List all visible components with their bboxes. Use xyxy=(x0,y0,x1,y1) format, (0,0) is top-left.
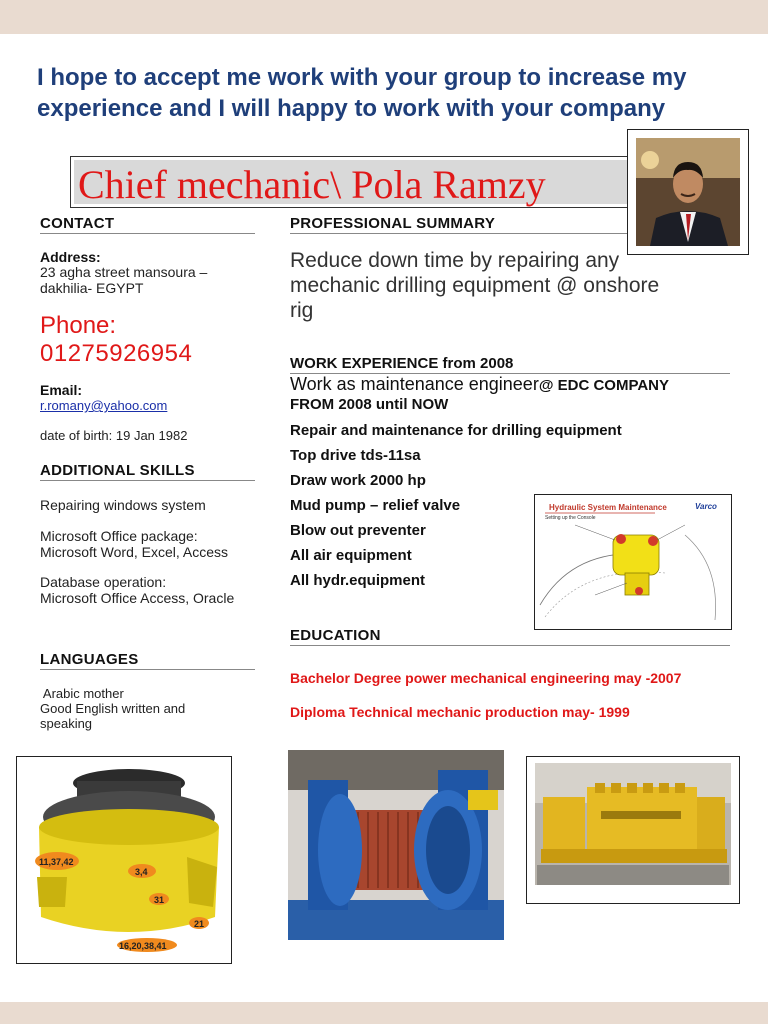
address-line-1: 23 agha street mansoura – xyxy=(40,264,208,280)
skill-db-title: Database operation: xyxy=(40,574,167,590)
work-item: All air equipment xyxy=(290,547,412,564)
drawworks-photo xyxy=(288,750,504,940)
work-item: All hydr.equipment xyxy=(290,572,426,589)
education-bachelor: Bachelor Degree power mechanical engineering may -2007 xyxy=(290,670,682,686)
work-item: Draw work 2000 hp xyxy=(290,472,426,489)
work-item: Repair and maintenance for drilling equipment xyxy=(290,422,622,439)
gear-label: 11,37,42 xyxy=(39,857,74,867)
gearbox-photo xyxy=(16,756,232,964)
title-banner xyxy=(70,156,632,208)
address-label: Address: xyxy=(40,249,101,265)
contact-heading: CONTACT xyxy=(40,215,115,232)
language-arabic: Arabic mother xyxy=(40,686,124,701)
work-item: Blow out preventer xyxy=(290,522,426,539)
language-english: Good English written and xyxy=(40,701,186,716)
work-item: Mud pump – relief valve xyxy=(290,497,461,514)
diagram-title: Hydraulic System Maintenance xyxy=(549,503,667,512)
intro-statement: I hope to accept me work with your group to increase my experience and I will happy to work with your company xyxy=(37,64,687,122)
skill-office-list: Microsoft Word, Excel, Access xyxy=(40,544,229,560)
work-heading: WORK EXPERIENCE from 2008 xyxy=(290,355,514,372)
hydraulic-diagram xyxy=(534,494,732,630)
summary-line-1: Reduce down time by repairing any xyxy=(290,249,620,272)
diagram-brand: Varco xyxy=(695,502,717,511)
languages-heading: LANGUAGES xyxy=(40,651,139,668)
work-item: Top drive tds-11sa xyxy=(290,447,421,464)
education-divider xyxy=(290,645,730,646)
skill-office-title: Microsoft Office package: xyxy=(40,528,198,544)
email-label: Email: xyxy=(40,382,83,398)
work-role xyxy=(290,374,669,395)
summary-line-2: mechanic drilling equipment @ onshore xyxy=(290,274,660,297)
language-english-cont: speaking xyxy=(40,716,93,731)
education-heading: EDUCATION xyxy=(290,627,381,644)
skills-divider xyxy=(40,480,255,481)
email-link[interactable]: r.romany@yahoo.com xyxy=(40,398,168,413)
education-diploma: Diploma Technical mechanic production may- 1999 xyxy=(290,704,630,720)
gear-label: 21 xyxy=(194,919,205,929)
gear-label: 31 xyxy=(154,895,165,905)
profile-photo xyxy=(627,129,749,255)
summary-heading: PROFESSIONAL SUMMARY xyxy=(290,215,496,232)
work-role-title: Work as maintenance engineer xyxy=(290,374,539,394)
skills-heading: ADDITIONAL SKILLS xyxy=(40,462,195,479)
summary-divider xyxy=(290,233,627,234)
summary-line-3: rig xyxy=(290,299,314,322)
work-period: FROM 2008 until NOW xyxy=(290,396,449,413)
resume-page xyxy=(0,34,768,1002)
gear-label: 16,20,38,41 xyxy=(119,941,167,951)
phone-label: Phone: xyxy=(40,312,117,339)
page-title: Chief mechanic\ Pola Ramzy xyxy=(78,162,546,207)
phone-number: 01275926954 xyxy=(40,340,193,367)
languages-divider xyxy=(40,669,255,670)
diagram-subtitle: Setting up the Console xyxy=(545,515,596,521)
work-company: @ EDC COMPANY xyxy=(538,377,670,394)
date-of-birth: date of birth: 19 Jan 1982 xyxy=(40,428,188,443)
gear-label: 3,4 xyxy=(135,867,148,877)
generator-photo xyxy=(526,756,740,904)
contact-divider xyxy=(40,233,255,234)
address-line-2: dakhilia- EGYPT xyxy=(40,280,144,296)
skill-db-list: Microsoft Office Access, Oracle xyxy=(40,590,235,606)
skill-windows: Repairing windows system xyxy=(40,497,206,513)
